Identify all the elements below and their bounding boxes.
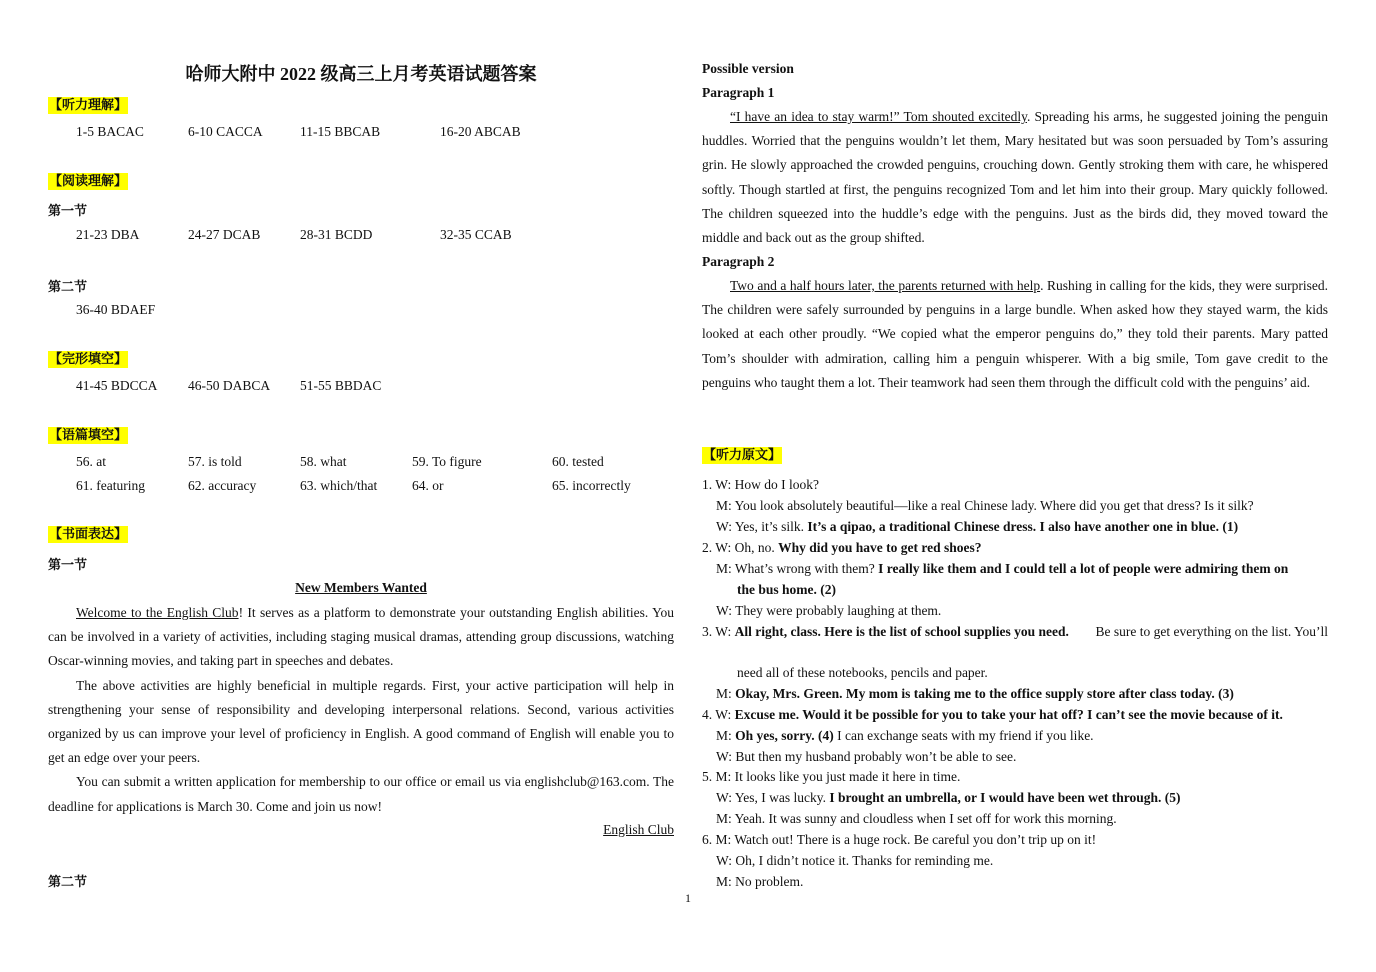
transcript-text	[702, 621, 1069, 642]
transcript-key-sentence: All right, class. Here is the list of school supplies you need.	[734, 624, 1069, 639]
reading-section-heading	[48, 173, 128, 190]
essay-text: ! It serves as a platform to demonstrate your outstanding English abilities. You can be involved in a variety of activities, including staging musical dramas, attending group discussions, watching Oscar-winning movies, and taking part in speeches and debates.	[48, 605, 674, 669]
part-heading: 第二节	[48, 875, 88, 890]
essay-heading: New Members Wanted	[295, 580, 427, 595]
transcript-line	[702, 683, 1342, 704]
underlined-phrase: Two and a half hours later, the parents returned with help	[730, 278, 1041, 293]
answer-group: 51-55 BBDAC	[300, 378, 382, 393]
transcript-text: W: Yes, I was lucky.	[716, 790, 830, 805]
transcript-line	[702, 621, 1328, 642]
answer-item: 63. which/that	[300, 478, 378, 493]
essay-paragraph	[48, 601, 674, 674]
essay-paragraph: You can submit a written application for membership to our office or email us via englishclub@163.com. The deadline for applications is March 30. Come and join us now!	[48, 774, 674, 814]
writing-section-heading	[48, 526, 128, 543]
transcript-line	[702, 558, 1342, 579]
underlined-phrase: “I have an idea to stay warm!” Tom shouted excitedly	[730, 109, 1028, 124]
answer-item: 61. featuring	[76, 478, 145, 493]
answer-group: 46-50 DABCA	[188, 378, 271, 393]
essay-paragraph: The above activities are highly beneficial in multiple regards. First, your active participation will help in strengthening your sense of responsibility and developing interpersonal relations. Second, various activities organized by us can improve your level of proficiency in English. A good command of English will enable you to get an edge over your peers.	[48, 677, 674, 766]
answer-group: 36-40 BDAEF	[76, 302, 156, 317]
answer-item: 62. accuracy	[188, 478, 257, 493]
continuation-paragraph-2	[702, 274, 1328, 395]
answer-group: 28-31 BCDD	[300, 227, 373, 242]
transcript-line	[702, 787, 1342, 808]
page-number: 1	[685, 891, 691, 905]
possible-version-label: Possible version	[702, 61, 794, 76]
continuation-paragraph-1	[702, 105, 1328, 250]
transcript-line: W: But then my husband probably won’t be able to see.	[716, 749, 1017, 764]
transcript-line: W: They were probably laughing at them.	[716, 603, 942, 618]
transcript-line: 6. M: Watch out! There is a huge rock. Be careful you don’t trip up on it!	[702, 832, 1097, 847]
essay-body	[48, 601, 674, 819]
transcript-text: I can exchange seats with my friend if you like.	[833, 728, 1094, 743]
transcript-line	[702, 704, 1328, 725]
answer-group: 11-15 BBCAB	[300, 124, 381, 139]
transcript-key-sentence: I brought an umbrella, or I would have been wet through. (5)	[829, 790, 1181, 805]
transcript-section-heading	[702, 447, 782, 464]
transcript-line: 5. M: It looks like you just made it here in time.	[702, 769, 961, 784]
grammar-section-heading	[48, 427, 128, 444]
paragraph-label: Paragraph 2	[702, 254, 775, 269]
transcript-text: Be sure to get everything on the list. You’ll	[1095, 624, 1328, 639]
transcript-key-sentence: Oh yes, sorry. (4)	[735, 728, 834, 743]
listening-section-heading	[48, 97, 128, 114]
cloze-section-heading	[48, 351, 128, 368]
answer-item: 65. incorrectly	[552, 478, 631, 493]
section-label: 【听力原文】	[703, 448, 782, 463]
answer-item: 56. at	[76, 454, 106, 469]
answer-group: 24-27 DCAB	[188, 227, 261, 242]
continuation-body: . Rushing in calling for the kids, they were surprised. The children were safely surrounded by penguins in a large bundle. When asked how they stayed warm, the kids looked at each other proudly. “We copied what the emperor penguins do,” they told their parents. Mary patted Tom’s shoulder with admiration, calling him a penguin whisperer. With a big smile, Tom gave credit to the penguins who taught them a lot. Their teamwork had seen them through the difficult cold with the penguins’ aid.	[702, 278, 1328, 390]
transcript-line: W: Oh, I didn’t notice it. Thanks for reminding me.	[716, 853, 994, 868]
answer-item: 64. or	[412, 478, 444, 493]
transcript-key-sentence: It’s a qipao, a traditional Chinese dress. I also have another one in blue. (1)	[807, 519, 1239, 534]
transcript-key-sentence: Okay, Mrs. Green. My mom is taking me to the office supply store after class today. (3)	[735, 686, 1234, 701]
answer-item: 59. To figure	[412, 454, 482, 469]
transcript-text: W: Yes, it’s silk.	[716, 519, 808, 534]
transcript-text: M: What’s wrong with them?	[716, 561, 879, 576]
answer-group: 1-5 BACAC	[76, 124, 144, 139]
transcript-text: 2. W: Oh, no.	[702, 540, 779, 555]
transcript-line: M: No problem.	[716, 874, 804, 889]
answer-group: 21-23 DBA	[76, 227, 140, 242]
answer-item: 58. what	[300, 454, 347, 469]
underlined-phrase: Welcome to the English Club	[76, 605, 239, 620]
transcript-line	[702, 537, 1328, 558]
transcript-text: 4. W:	[702, 707, 735, 722]
transcript-line: M: You look absolutely beautiful—like a real Chinese lady. Where did you get that dress? Is it silk?	[716, 498, 1254, 513]
transcript-line: need all of these notebooks, pencils and paper.	[737, 665, 988, 680]
continuation-text	[702, 274, 1328, 395]
part-heading: 第一节	[48, 204, 88, 219]
answer-group: 32-35 CCAB	[440, 227, 512, 242]
transcript-text: M:	[716, 686, 736, 701]
transcript-text: 3. W:	[702, 624, 735, 639]
section-label: 【听力理解】	[49, 98, 128, 113]
section-label: 【书面表达】	[49, 527, 128, 542]
part-heading: 第一节	[48, 558, 88, 573]
transcript-line	[702, 725, 1342, 746]
transcript-key-sentence: I really like them and I could tell a lot of people were admiring them on	[878, 561, 1289, 576]
answer-item: 57. is told	[188, 454, 242, 469]
continuation-body: . Spreading his arms, he suggested joining the penguin huddles. Worried that the penguins wouldn’t let them, Mary hesitated but was soon persuaded by Tom’s assuring grin. He slowly approached the crowded penguins, crouching down. Gently stroking them with care, he whispered softly. Though startled at first, the penguins recognized Tom and let him into their group. Mary quickly followed. The children squeezed into the huddle’s edge with the penguins. Just as the birds did, they moved toward the middle and back out as the group shifted.	[702, 109, 1328, 246]
essay-signature: English Club	[603, 822, 674, 837]
transcript-line: the bus home. (2)	[737, 582, 837, 597]
section-label: 【阅读理解】	[49, 174, 128, 189]
answer-group: 6-10 CACCA	[188, 124, 263, 139]
section-label: 【完形填空】	[49, 352, 128, 367]
transcript-text: M:	[716, 728, 736, 743]
transcript-line	[702, 516, 1342, 537]
continuation-text	[702, 105, 1328, 250]
answer-group: 41-45 BDCCA	[76, 378, 158, 393]
page-title: 哈师大附中 2022 级高三上月考英语试题答案	[185, 64, 537, 84]
transcript-key-sentence: Excuse me. Would it be possible for you to take your hat off? I can’t see the movie because of it.	[734, 707, 1283, 722]
transcript-line: 1. W: How do I look?	[702, 477, 819, 492]
answer-item: 60. tested	[552, 454, 604, 469]
section-label: 【语篇填空】	[49, 428, 128, 443]
transcript-key-sentence: Why did you have to get red shoes?	[778, 540, 982, 555]
transcript-line: M: Yeah. It was sunny and cloudless when I set off for work this morning.	[716, 811, 1117, 826]
answer-group: 16-20 ABCAB	[440, 124, 521, 139]
paragraph-label: Paragraph 1	[702, 85, 775, 100]
part-heading: 第二节	[48, 280, 88, 295]
